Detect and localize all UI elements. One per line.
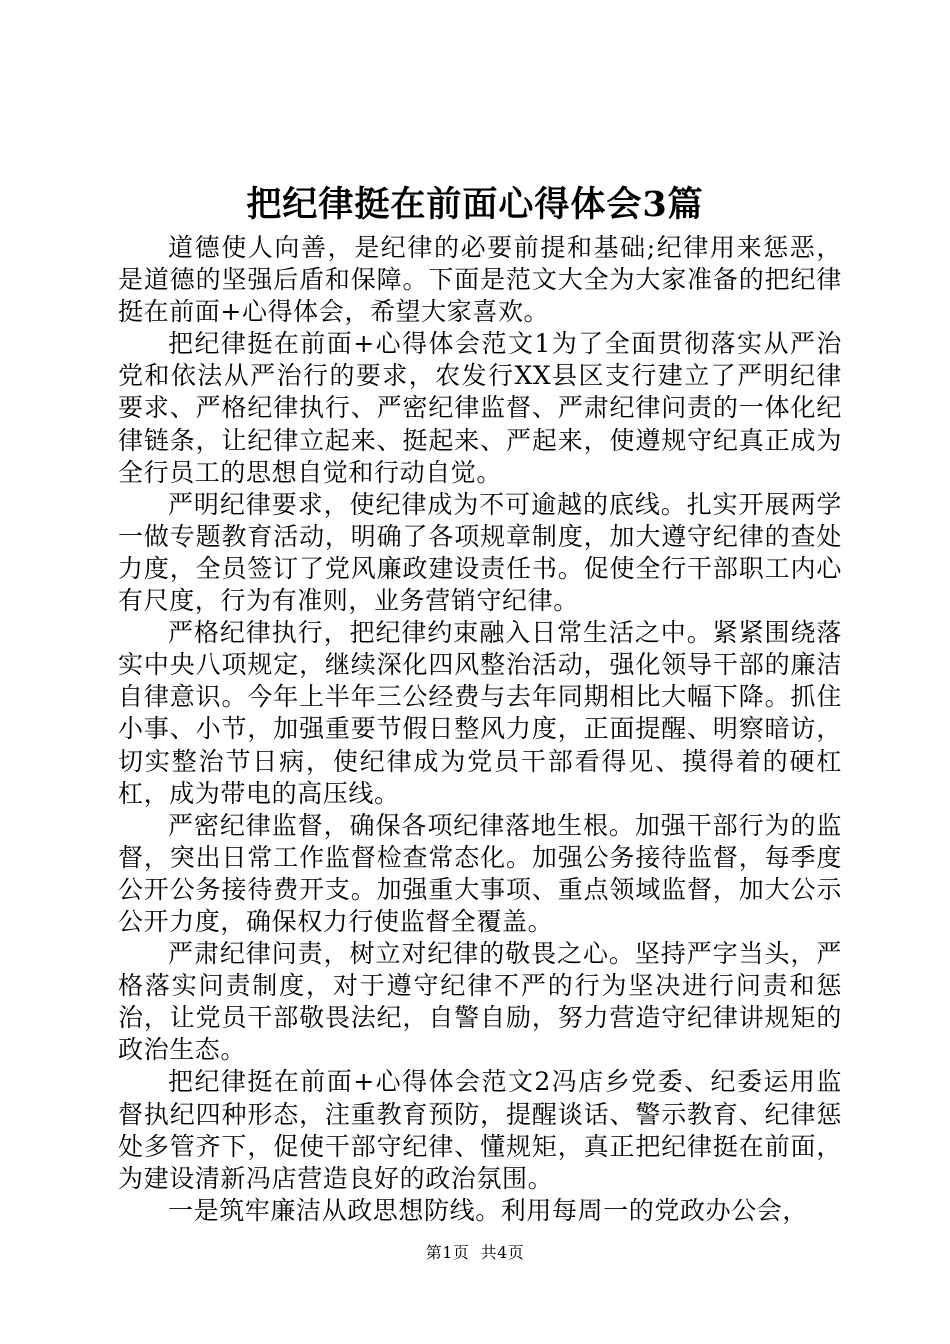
paragraph-strict-requirements: 严明纪律要求，使纪律成为不可逾越的底线。扎实开展两学一做专题教育活动，明确了各项规章制度，加大遵守纪律的查处力度，全员签订了党风廉政建设责任书。促使全行干部职工内心有尺度，行为有准则，业务营销守纪律。 — [118, 489, 842, 616]
document-title: 把纪律挺在前面心得体会3篇 — [246, 184, 704, 225]
paragraph-sample-2: 把纪律挺在前面+心得体会范文2冯店乡党委、纪委运用监督执纪四种形态，注重教育预防，提醒谈话、警示教育、纪律惩处多管齐下，促使干部守纪律、懂规矩，真正把纪律挺在前面，为建设清新冯店营造良好的政治氛围。 — [118, 1067, 842, 1193]
document-body — [118, 232, 842, 1227]
page-number-footer: 第1页 共4页 — [425, 1243, 525, 1262]
paragraph-point-one: 一是筑牢廉洁从政思想防线。利用每周一的党政办公会， — [168, 1195, 809, 1225]
paragraph-intro: 道德使人向善，是纪律的必要前提和基础;纪律用来惩恶，是道德的坚强后盾和保障。下面是范文大全为大家准备的把纪律挺在前面+心得体会，希望大家喜欢。 — [118, 233, 842, 327]
paragraph-strict-execution: 严格纪律执行，把纪律约束融入日常生活之中。紧紧围绕落实中央八项规定，继续深化四风整治活动，强化领导干部的廉洁自律意识。今年上半年三公经费与去年同期相比大幅下降。抓住小事、小节，加强重要节假日整风力度，正面提醒、明察暗访，切实整治节日病，使纪律成为党员干部看得见、摸得着的硬杠杠，成为带电的高压线。 — [118, 618, 842, 808]
paragraph-strict-supervision: 严密纪律监督，确保各项纪律落地生根。加强干部行为的监督，突出日常工作监督检查常态化。加强公务接待监督，每季度公开公务接待费开支。加强重大事项、重点领域监督，加大公示公开力度，确保权力行使监督全覆盖。 — [118, 810, 842, 936]
paragraph-strict-accountability: 严肃纪律问责，树立对纪律的敬畏之心。坚持严字当头，严格落实问责制度，对于遵守纪律不严的行为坚决进行问责和惩治，让党员干部敬畏法纪，自警自励，努力营造守纪律讲规矩的政治生态。 — [118, 939, 842, 1065]
paragraph-sample-1: 把纪律挺在前面+心得体会范文1为了全面贯彻落实从严治党和依法从严治行的要求，农发行XX县区支行建立了严明纪律要求、严格纪律执行、严密纪律监督、严肃纪律问责的一体化纪律链条，让纪律立起来、挺起来、严起来，使遵规守纪真正成为全行员工的思想自觉和行动自觉。 — [118, 329, 842, 487]
